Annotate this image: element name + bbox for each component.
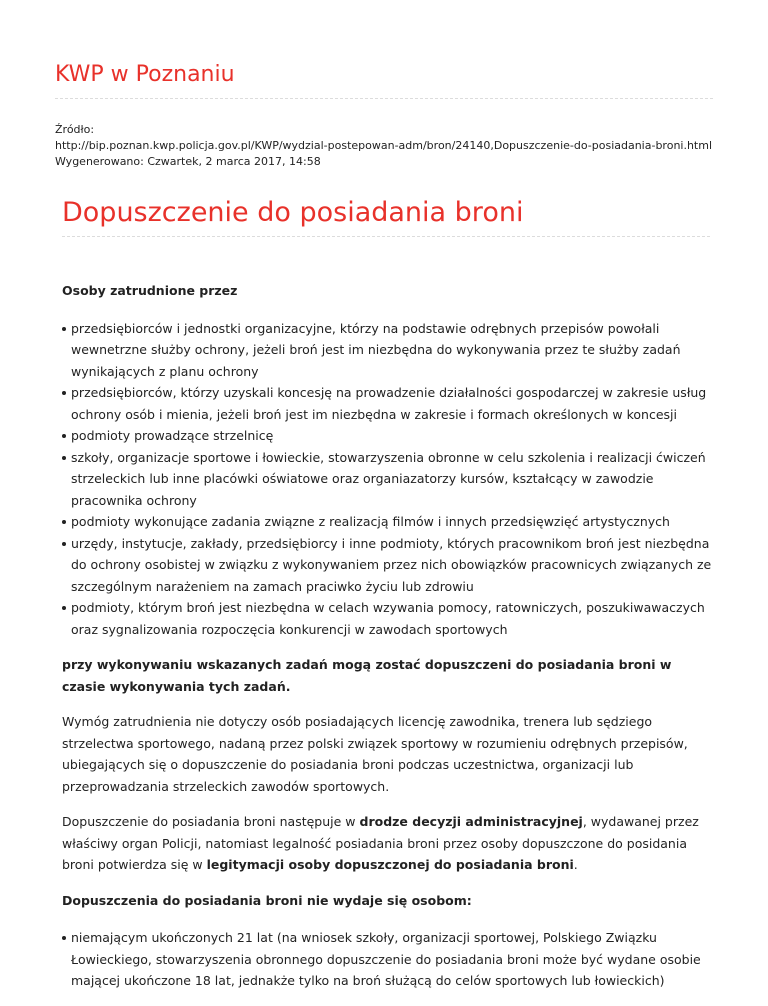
list-item: niemającym ukończonych 21 lat (na wniosek szkoły, organizacji sportowej, Polskiego Związku Łowieckiego, stowarzyszenia obronnego dopuszczenie do posiadania broni może być wydane osobie mającej ukończone 18 lat, jednakże tylko na broń służącą do celów sportowych lub łowieckich) — [62, 927, 712, 992]
generated-timestamp: Wygenerowano: Czwartek, 2 marca 2017, 14:58 — [55, 155, 321, 168]
list-item: szkoły, organizacje sportowe i łowieckie, stowarzyszenia obronne w celu szkolenia i realizacji ćwiczeń strzeleckich lub inne placówki oświatowe oraz organiazatorzy kursów, kształcący w zawodzie pracownika ochrony — [62, 447, 712, 512]
document-body — [62, 280, 712, 1006]
document-title: Dopuszczenie do posiadania broni — [62, 197, 524, 228]
list-item: podmioty prowadzące strzelnicę — [62, 425, 712, 447]
decision-paragraph: Dopuszczenie do posiadania broni następuje w drodze decyzji administracyjnej, wydawanej przez właściwy organ Policji, natomiast legalność posiadania broni przez osoby dopuszczone do posidania broni potwierdza się w legitymacji osoby dopuszczonej do posiadania broni. — [62, 814, 699, 872]
refusals-list — [62, 927, 712, 992]
source-url: http://bip.poznan.kwp.policja.gov.pl/KWP/wydzial-postepowan-adm/bron/24140,Dopuszczenie-do-posiadania-broni.html — [55, 139, 713, 152]
employers-list — [62, 318, 712, 641]
list-item: przedsiębiorców i jednostki organizacyjne, którzy na podstawie odrębnych przepisów powołali wewnetrzne służby ochrony, jeżeli broń jest im niezbędna do wykonywania przez te służby zadań wynikających z planu ochrony — [62, 318, 712, 383]
header-divider — [55, 98, 713, 99]
source-label: Źródło: — [55, 123, 95, 136]
list-item: podmioty wykonujące zadania związne z realizacją filmów i innych przedsięwzięć artystycznych — [62, 511, 712, 533]
decision-type: drodze decyzji administracyjnej — [359, 814, 583, 829]
list-item: urzędy, instytucje, zakłady, przedsiębiorcy i inne podmioty, których pracownikom broń jest niezbędna do ochrony osobistej w związku z wykonywaniem przez nich obowiązków pracownicych związanych ze szczególnym narażeniem na zamach praciwko życiu lub zdrowiu — [62, 533, 712, 598]
site-title: KWP w Poznaniu — [55, 62, 235, 87]
employed-conclusion: przy wykonywaniu wskazanych zadań mogą zostać dopuszczeni do posiadania broni w czasie wykonywania tych zadań. — [62, 657, 672, 694]
title-divider — [62, 236, 710, 237]
employed-heading: Osoby zatrudnione przez — [62, 283, 238, 298]
exemption-paragraph: Wymóg zatrudnienia nie dotyczy osób posiadających licencję zawodnika, trenera lub sędziego strzelectwa sportowego, nadaną przez polski związek sportowy w rozumieniu odrębnych przepisów, ubiegających się o dopuszczenie do posiadania broni podczas uczestnictwa, organizacji lub przeprowadzania strzeleckich zawodów sportowych. — [62, 714, 688, 794]
refusal-heading: Dopuszczenia do posiadania broni nie wydaje się osobom: — [62, 892, 472, 908]
list-item: podmioty, którym broń jest niezbędna w celach wzywania pomocy, ratowniczych, poszukiwawaczych oraz sygnalizowania rozpoczęcia konkurencji w zawodach sportowych — [62, 597, 712, 640]
source-meta — [55, 122, 715, 170]
list-item: przedsiębiorców, którzy uzyskali koncesję na prowadzenie działalności gospodarczej w zakresie usług ochrony osób i mienia, jeżeli broń jest im niezbędna w zakresie i formach określonych w koncesji — [62, 382, 712, 425]
legitimation-term: legitymacji osoby dopuszczonej do posiadania broni — [206, 857, 574, 872]
